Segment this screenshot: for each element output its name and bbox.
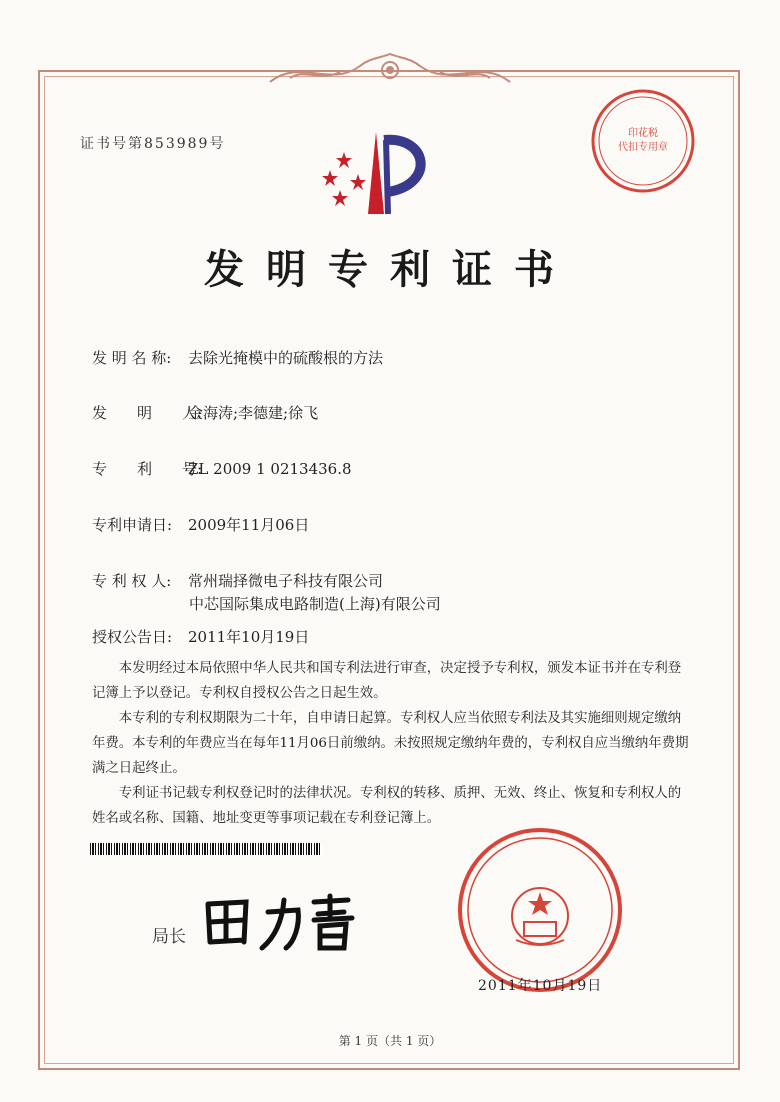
patent-number-value: ZL 2009 1 0213436.8 (188, 460, 352, 478)
patent-number-label: 专 利 号: (92, 460, 203, 478)
filing-date-row (92, 514, 309, 535)
issue-date: 2011年10月19日 (478, 978, 603, 994)
svg-text:代扣专用章: 代扣专用章 (618, 142, 668, 153)
grant-date-row (92, 626, 309, 647)
patentee-value-2: 中芯国际集成电路制造(上海)有限公司 (189, 595, 441, 613)
invention-name-label: 发 明 名 称: (92, 349, 172, 367)
barcode-icon (90, 843, 322, 855)
filing-date-label: 专利申请日: (92, 516, 173, 534)
certificate-number: 证书号第853989号 (80, 136, 226, 152)
body-paragraph-3: 专利证书记载专利权登记时的法律状况。专利权的转移、质押、无效、终止、恢复和专利权人的姓名或名称、国籍、地址变更等事项记载在专利登记簿上。 (92, 786, 682, 826)
signature-icon (198, 892, 368, 958)
svg-text:印花税: 印花税 (628, 128, 658, 139)
patentee-label: 专 利 权 人: (92, 572, 172, 590)
grant-date-label: 授权公告日: (92, 628, 173, 646)
patentee-value-1: 常州瑞择微电子科技有限公司 (188, 572, 384, 590)
top-ornament-icon (260, 48, 520, 92)
patent-number-row (92, 458, 352, 479)
inventor-row (92, 402, 318, 423)
invention-name-value: 去除光掩模中的硫酸根的方法 (188, 349, 384, 367)
inventor-label: 发 明 人: (92, 404, 203, 422)
patentee-row (92, 570, 383, 591)
director-label: 局长 (152, 927, 186, 947)
certificate-body (92, 656, 692, 831)
invention-name-row (92, 347, 383, 368)
inventor-value: 金海涛;李德建;徐飞 (188, 404, 319, 422)
cnipa-logo-icon (318, 122, 438, 224)
page-title: 发明专利证书 (204, 246, 576, 293)
page-number: 第 1 页（共 1 页） (338, 1034, 442, 1048)
national-emblem-seal-icon (456, 826, 624, 994)
filing-date-value: 2009年11月06日 (188, 516, 310, 534)
grant-date-value: 2011年10月19日 (188, 628, 310, 646)
tax-stamp-icon (588, 86, 698, 196)
body-paragraph-1: 本发明经过本局依照中华人民共和国专利法进行审查，决定授予专利权，颁发本证书并在专利登记簿上予以登记。专利权自授权公告之日起生效。 (92, 661, 682, 701)
body-paragraph-2: 本专利的专利权期限为二十年，自申请日起算。专利权人应当依照专利法及其实施细则规定缴纳年费。本专利的年费应当在每年11月06日前缴纳。未按照规定缴纳年费的，专利权自应当缴纳年费期满之日起终止。 (92, 711, 689, 776)
